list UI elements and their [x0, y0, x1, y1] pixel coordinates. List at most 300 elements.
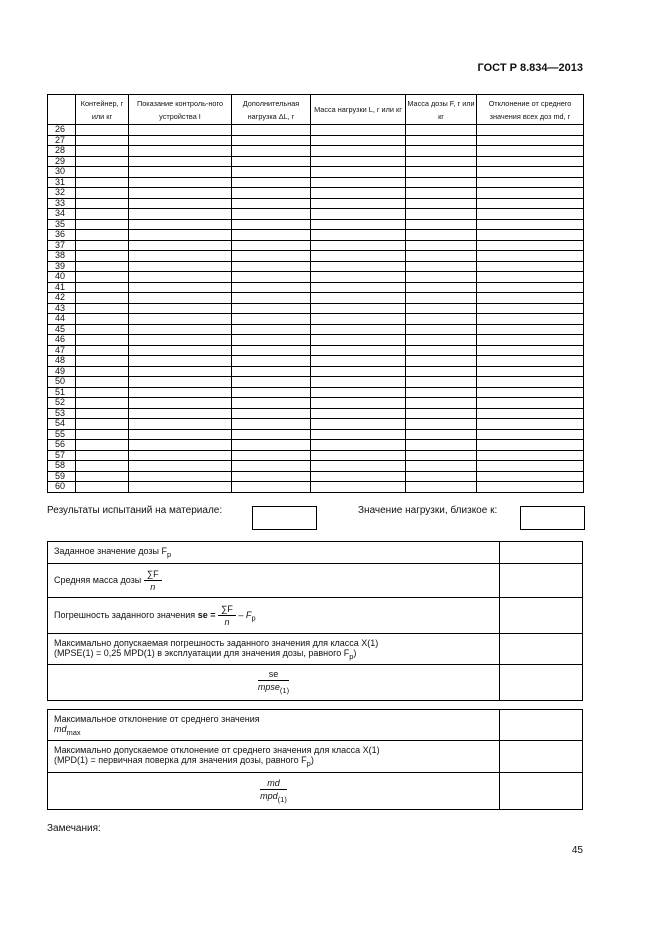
table-cell[interactable] [129, 156, 232, 167]
table-cell[interactable] [76, 240, 129, 251]
table-cell[interactable] [232, 314, 311, 325]
row-number: 31 [48, 177, 76, 188]
table-cell[interactable] [406, 366, 477, 377]
table-cell[interactable] [76, 230, 129, 241]
row-number: 57 [48, 450, 76, 461]
table-cell[interactable] [76, 293, 129, 304]
row-number: 26 [48, 125, 76, 136]
table-cell[interactable] [129, 408, 232, 419]
table-row [48, 741, 583, 773]
table-cell[interactable] [129, 429, 232, 440]
table-cell[interactable] [232, 272, 311, 283]
table-row [48, 146, 584, 157]
table-cell[interactable] [129, 272, 232, 283]
table-cell[interactable] [477, 461, 584, 472]
row-number: 52 [48, 398, 76, 409]
table-cell[interactable] [129, 377, 232, 388]
table-cell[interactable] [232, 125, 311, 136]
table-cell[interactable] [232, 282, 311, 293]
table-row [48, 366, 584, 377]
table-cell[interactable] [232, 251, 311, 262]
table-cell[interactable] [76, 398, 129, 409]
table-cell[interactable] [311, 219, 406, 230]
table-cell[interactable] [232, 135, 311, 146]
row-number: 32 [48, 188, 76, 199]
table-cell[interactable] [311, 135, 406, 146]
table-cell[interactable] [477, 272, 584, 283]
table-cell[interactable] [129, 177, 232, 188]
table-cell[interactable] [311, 408, 406, 419]
table-row [48, 634, 583, 665]
table-cell[interactable] [311, 314, 406, 325]
table-cell[interactable] [406, 324, 477, 335]
table-cell[interactable] [232, 177, 311, 188]
mpd-label: Максимально допускаемое отклонение от среднего значения для класса X(1) (MPD(1) = первичная поверка для значения дозы, равного $F_p$) [48, 741, 500, 773]
table-row [48, 450, 584, 461]
table-cell[interactable] [129, 293, 232, 304]
table-cell[interactable] [311, 461, 406, 472]
table-cell[interactable] [129, 219, 232, 230]
table-cell[interactable] [406, 377, 477, 388]
table-cell[interactable] [406, 408, 477, 419]
table-cell[interactable] [311, 230, 406, 241]
row-number: 40 [48, 272, 76, 283]
row-number: 56 [48, 440, 76, 451]
row-number: 29 [48, 156, 76, 167]
table-cell[interactable] [232, 335, 311, 346]
row-number: 34 [48, 209, 76, 220]
table-cell[interactable] [129, 230, 232, 241]
table-cell[interactable] [477, 188, 584, 199]
table-cell[interactable] [129, 314, 232, 325]
table-cell[interactable] [406, 135, 477, 146]
table-cell[interactable] [129, 198, 232, 209]
table-cell[interactable] [477, 251, 584, 262]
table-cell[interactable] [406, 261, 477, 272]
row-number: 45 [48, 324, 76, 335]
table-cell[interactable] [406, 167, 477, 178]
table-cell[interactable] [232, 261, 311, 272]
table-cell[interactable] [406, 314, 477, 325]
table-cell[interactable] [76, 125, 129, 136]
table-cell[interactable] [311, 146, 406, 157]
table-cell[interactable] [76, 324, 129, 335]
table-cell[interactable] [311, 156, 406, 167]
table-cell[interactable] [477, 303, 584, 314]
table-cell[interactable] [232, 419, 311, 430]
table-cell[interactable] [129, 387, 232, 398]
table-cell[interactable] [311, 240, 406, 251]
table-cell[interactable] [76, 167, 129, 178]
table-cell[interactable] [477, 398, 584, 409]
row-number: 37 [48, 240, 76, 251]
sum-f-over-n: $\frac{\sum F}{n}$ [144, 568, 162, 593]
table-cell[interactable] [232, 167, 311, 178]
table-cell[interactable] [232, 240, 311, 251]
table-cell[interactable] [477, 135, 584, 146]
row-number: 55 [48, 429, 76, 440]
table-cell[interactable] [232, 366, 311, 377]
table-cell[interactable] [76, 429, 129, 440]
setpoint-error-label: Погрешность заданного значения se = $\frac{\sum F}{n}$ – $F_p$ [48, 598, 500, 634]
table-cell[interactable] [129, 251, 232, 262]
table-cell[interactable] [311, 282, 406, 293]
row-number: 49 [48, 366, 76, 377]
table-cell[interactable] [129, 440, 232, 451]
table-cell[interactable] [406, 240, 477, 251]
table-cell[interactable] [76, 471, 129, 482]
table-cell[interactable] [129, 398, 232, 409]
table-cell[interactable] [76, 450, 129, 461]
table-cell[interactable] [406, 125, 477, 136]
table-cell[interactable] [477, 219, 584, 230]
table-cell[interactable] [406, 482, 477, 493]
table-cell[interactable] [232, 324, 311, 335]
table-cell[interactable] [477, 177, 584, 188]
row-number: 58 [48, 461, 76, 472]
column-header: Контейнер, г или кг [76, 95, 129, 125]
table-cell[interactable] [477, 261, 584, 272]
table-cell[interactable] [406, 209, 477, 220]
table-cell[interactable] [232, 198, 311, 209]
column-header [48, 95, 76, 125]
table-cell[interactable] [129, 209, 232, 220]
table-row [48, 251, 584, 262]
table-cell[interactable] [76, 419, 129, 430]
table-cell[interactable] [76, 188, 129, 199]
table-cell[interactable] [76, 282, 129, 293]
table-cell[interactable] [76, 356, 129, 367]
table-row [48, 209, 584, 220]
table-cell[interactable] [76, 345, 129, 356]
column-header: Показание контроль-ного устройства I [129, 95, 232, 125]
table-row [48, 429, 584, 440]
table-row [48, 135, 584, 146]
table-row [48, 408, 584, 419]
table-cell[interactable] [232, 387, 311, 398]
table-row [48, 156, 584, 167]
value-cell[interactable] [500, 598, 583, 634]
max-deviation-label: Максимальное отклонение от среднего значения $md_{max}$ [48, 710, 500, 741]
table-cell[interactable] [311, 377, 406, 388]
table-cell[interactable] [406, 345, 477, 356]
table-cell[interactable] [129, 167, 232, 178]
table-cell[interactable] [76, 198, 129, 209]
row-number: 47 [48, 345, 76, 356]
row-number: 48 [48, 356, 76, 367]
table-cell[interactable] [477, 324, 584, 335]
table-row [48, 240, 584, 251]
table-cell[interactable] [232, 188, 311, 199]
table-cell[interactable] [232, 440, 311, 451]
table-cell[interactable] [311, 429, 406, 440]
table-cell[interactable] [406, 177, 477, 188]
table-cell[interactable] [406, 188, 477, 199]
table-row [48, 230, 584, 241]
table-cell[interactable] [477, 146, 584, 157]
row-number: 44 [48, 314, 76, 325]
column-header: Масса дозы F, г или кг [406, 95, 477, 125]
table-cell[interactable] [406, 272, 477, 283]
table-cell[interactable] [129, 240, 232, 251]
table-cell[interactable] [477, 419, 584, 430]
table-cell[interactable] [311, 419, 406, 430]
table-cell[interactable] [311, 471, 406, 482]
table-cell[interactable] [406, 429, 477, 440]
table-cell[interactable] [477, 482, 584, 493]
table-cell[interactable] [477, 209, 584, 220]
table-cell[interactable] [76, 387, 129, 398]
mpse-label: Максимально допускаемая погрешность заданного значения для класса X(1) (MPSE(1) = 0,25 MPD(1) в эксплуатации для значения дозы, равного $F_p$) [48, 634, 500, 665]
table-cell[interactable] [76, 461, 129, 472]
table-cell[interactable] [129, 188, 232, 199]
table-cell[interactable] [477, 377, 584, 388]
row-number: 42 [48, 293, 76, 304]
value-cell[interactable] [500, 665, 583, 701]
table-cell[interactable] [129, 335, 232, 346]
table-cell[interactable] [311, 188, 406, 199]
table-cell[interactable] [129, 261, 232, 272]
table-cell[interactable] [477, 471, 584, 482]
table-cell[interactable] [406, 356, 477, 367]
table-cell[interactable] [406, 198, 477, 209]
table-header-row [48, 95, 584, 125]
table-cell[interactable] [477, 366, 584, 377]
table-cell[interactable] [76, 314, 129, 325]
table-cell[interactable] [311, 398, 406, 409]
table-row [48, 345, 584, 356]
row-number: 46 [48, 335, 76, 346]
table-cell[interactable] [311, 125, 406, 136]
table-cell[interactable] [76, 219, 129, 230]
value-cell[interactable] [500, 634, 583, 665]
table-cell[interactable] [232, 230, 311, 241]
table-cell[interactable] [406, 251, 477, 262]
table-row [48, 167, 584, 178]
table-cell[interactable] [232, 303, 311, 314]
table-cell[interactable] [232, 209, 311, 220]
table-cell[interactable] [76, 156, 129, 167]
table-row [48, 198, 584, 209]
table-row [48, 665, 583, 701]
table-row [48, 314, 584, 325]
table-row [48, 282, 584, 293]
load-value-field[interactable] [520, 506, 585, 530]
table-row [48, 125, 584, 136]
table-cell[interactable] [129, 419, 232, 430]
table-cell[interactable] [76, 177, 129, 188]
table-cell[interactable] [129, 482, 232, 493]
table-cell[interactable] [406, 440, 477, 451]
table-row [48, 303, 584, 314]
row-number: 30 [48, 167, 76, 178]
table-cell[interactable] [311, 366, 406, 377]
table-cell[interactable] [477, 167, 584, 178]
table-cell[interactable] [311, 293, 406, 304]
dose-summary-table [47, 541, 583, 701]
table-cell[interactable] [232, 450, 311, 461]
table-cell[interactable] [76, 440, 129, 451]
table-row [48, 773, 583, 810]
row-number: 33 [48, 198, 76, 209]
table-cell[interactable] [76, 135, 129, 146]
deviation-table [47, 709, 583, 810]
table-row [48, 177, 584, 188]
table-cell[interactable] [129, 345, 232, 356]
table-cell[interactable] [311, 251, 406, 262]
table-cell[interactable] [76, 366, 129, 377]
table-cell[interactable] [232, 345, 311, 356]
table-cell[interactable] [311, 303, 406, 314]
table-row [48, 335, 584, 346]
row-number: 53 [48, 408, 76, 419]
table-cell[interactable] [129, 135, 232, 146]
table-cell[interactable] [129, 146, 232, 157]
row-number: 54 [48, 419, 76, 430]
table-cell[interactable] [477, 408, 584, 419]
table-cell[interactable] [477, 198, 584, 209]
row-number: 43 [48, 303, 76, 314]
table-cell[interactable] [477, 450, 584, 461]
table-cell[interactable] [406, 398, 477, 409]
table-cell[interactable] [129, 366, 232, 377]
table-cell[interactable] [311, 272, 406, 283]
table-row [48, 377, 584, 388]
table-cell[interactable] [477, 387, 584, 398]
table-cell[interactable] [76, 146, 129, 157]
load-value-label: Значение нагрузки, близкое к: [358, 505, 498, 516]
table-cell[interactable] [477, 125, 584, 136]
table-cell[interactable] [477, 156, 584, 167]
table-cell[interactable] [406, 450, 477, 461]
table-cell[interactable] [311, 324, 406, 335]
table-row [48, 356, 584, 367]
table-cell[interactable] [129, 324, 232, 335]
table-cell[interactable] [406, 146, 477, 157]
table-cell[interactable] [406, 303, 477, 314]
table-cell[interactable] [76, 377, 129, 388]
table-row [48, 387, 584, 398]
table-row [48, 471, 584, 482]
table-cell[interactable] [311, 440, 406, 451]
table-cell[interactable] [406, 471, 477, 482]
table-cell[interactable] [477, 282, 584, 293]
table-cell[interactable] [76, 272, 129, 283]
material-value-field[interactable] [252, 506, 317, 530]
row-number: 59 [48, 471, 76, 482]
table-cell[interactable] [76, 261, 129, 272]
table-cell[interactable] [129, 303, 232, 314]
se-ratio-label [48, 665, 500, 701]
table-cell[interactable] [76, 209, 129, 220]
table-cell[interactable] [232, 429, 311, 440]
table-cell[interactable] [311, 335, 406, 346]
table-cell[interactable] [311, 450, 406, 461]
table-cell[interactable] [311, 482, 406, 493]
table-cell[interactable] [406, 156, 477, 167]
table-cell[interactable] [232, 482, 311, 493]
table-cell[interactable] [477, 356, 584, 367]
table-cell[interactable] [76, 482, 129, 493]
table-cell[interactable] [129, 125, 232, 136]
value-cell[interactable] [500, 710, 583, 741]
table-cell[interactable] [311, 345, 406, 356]
table-cell[interactable] [311, 209, 406, 220]
table-cell[interactable] [311, 261, 406, 272]
table-row [48, 261, 584, 272]
table-row [48, 272, 584, 283]
table-cell[interactable] [406, 219, 477, 230]
table-cell[interactable] [232, 471, 311, 482]
table-row [48, 710, 583, 741]
table-row [48, 398, 584, 409]
table-row [48, 219, 584, 230]
table-cell[interactable] [311, 387, 406, 398]
row-number: 27 [48, 135, 76, 146]
table-cell[interactable] [477, 345, 584, 356]
table-row [48, 461, 584, 472]
table-cell[interactable] [232, 156, 311, 167]
table-cell[interactable] [311, 177, 406, 188]
table-cell[interactable] [76, 303, 129, 314]
table-cell[interactable] [406, 387, 477, 398]
table-cell[interactable] [311, 167, 406, 178]
mean-mass-label: Средняя масса дозы $\frac{\sum F}{n}$ [48, 564, 500, 598]
table-cell[interactable] [477, 314, 584, 325]
table-cell[interactable] [232, 408, 311, 419]
table-cell[interactable] [129, 282, 232, 293]
table-cell[interactable] [406, 335, 477, 346]
value-cell[interactable] [500, 741, 583, 773]
table-cell[interactable] [76, 408, 129, 419]
table-cell[interactable] [232, 398, 311, 409]
table-cell[interactable] [232, 146, 311, 157]
table-cell[interactable] [232, 377, 311, 388]
table-cell[interactable] [477, 429, 584, 440]
table-cell[interactable] [477, 230, 584, 241]
table-cell[interactable] [406, 461, 477, 472]
table-row [48, 188, 584, 199]
table-cell[interactable] [477, 335, 584, 346]
table-cell[interactable] [311, 198, 406, 209]
table-cell[interactable] [477, 440, 584, 451]
table-cell[interactable] [129, 450, 232, 461]
table-cell[interactable] [406, 230, 477, 241]
value-cell[interactable] [500, 542, 583, 564]
table-cell[interactable] [406, 293, 477, 304]
table-cell[interactable] [129, 461, 232, 472]
table-cell[interactable] [232, 461, 311, 472]
table-cell[interactable] [406, 282, 477, 293]
table-cell[interactable] [129, 471, 232, 482]
table-cell[interactable] [406, 419, 477, 430]
table-cell[interactable] [477, 293, 584, 304]
table-cell[interactable] [76, 251, 129, 262]
table-cell[interactable] [232, 293, 311, 304]
table-cell[interactable] [311, 356, 406, 367]
value-cell[interactable] [500, 564, 583, 598]
page-number: 45 [571, 845, 583, 856]
table-row [48, 564, 583, 598]
value-cell[interactable] [500, 773, 583, 810]
table-cell[interactable] [76, 335, 129, 346]
table-cell[interactable] [129, 356, 232, 367]
table-cell[interactable] [232, 219, 311, 230]
table-cell[interactable] [477, 240, 584, 251]
row-number: 28 [48, 146, 76, 157]
column-header: Масса нагрузки L, г или кг [311, 95, 406, 125]
table-cell[interactable] [232, 356, 311, 367]
